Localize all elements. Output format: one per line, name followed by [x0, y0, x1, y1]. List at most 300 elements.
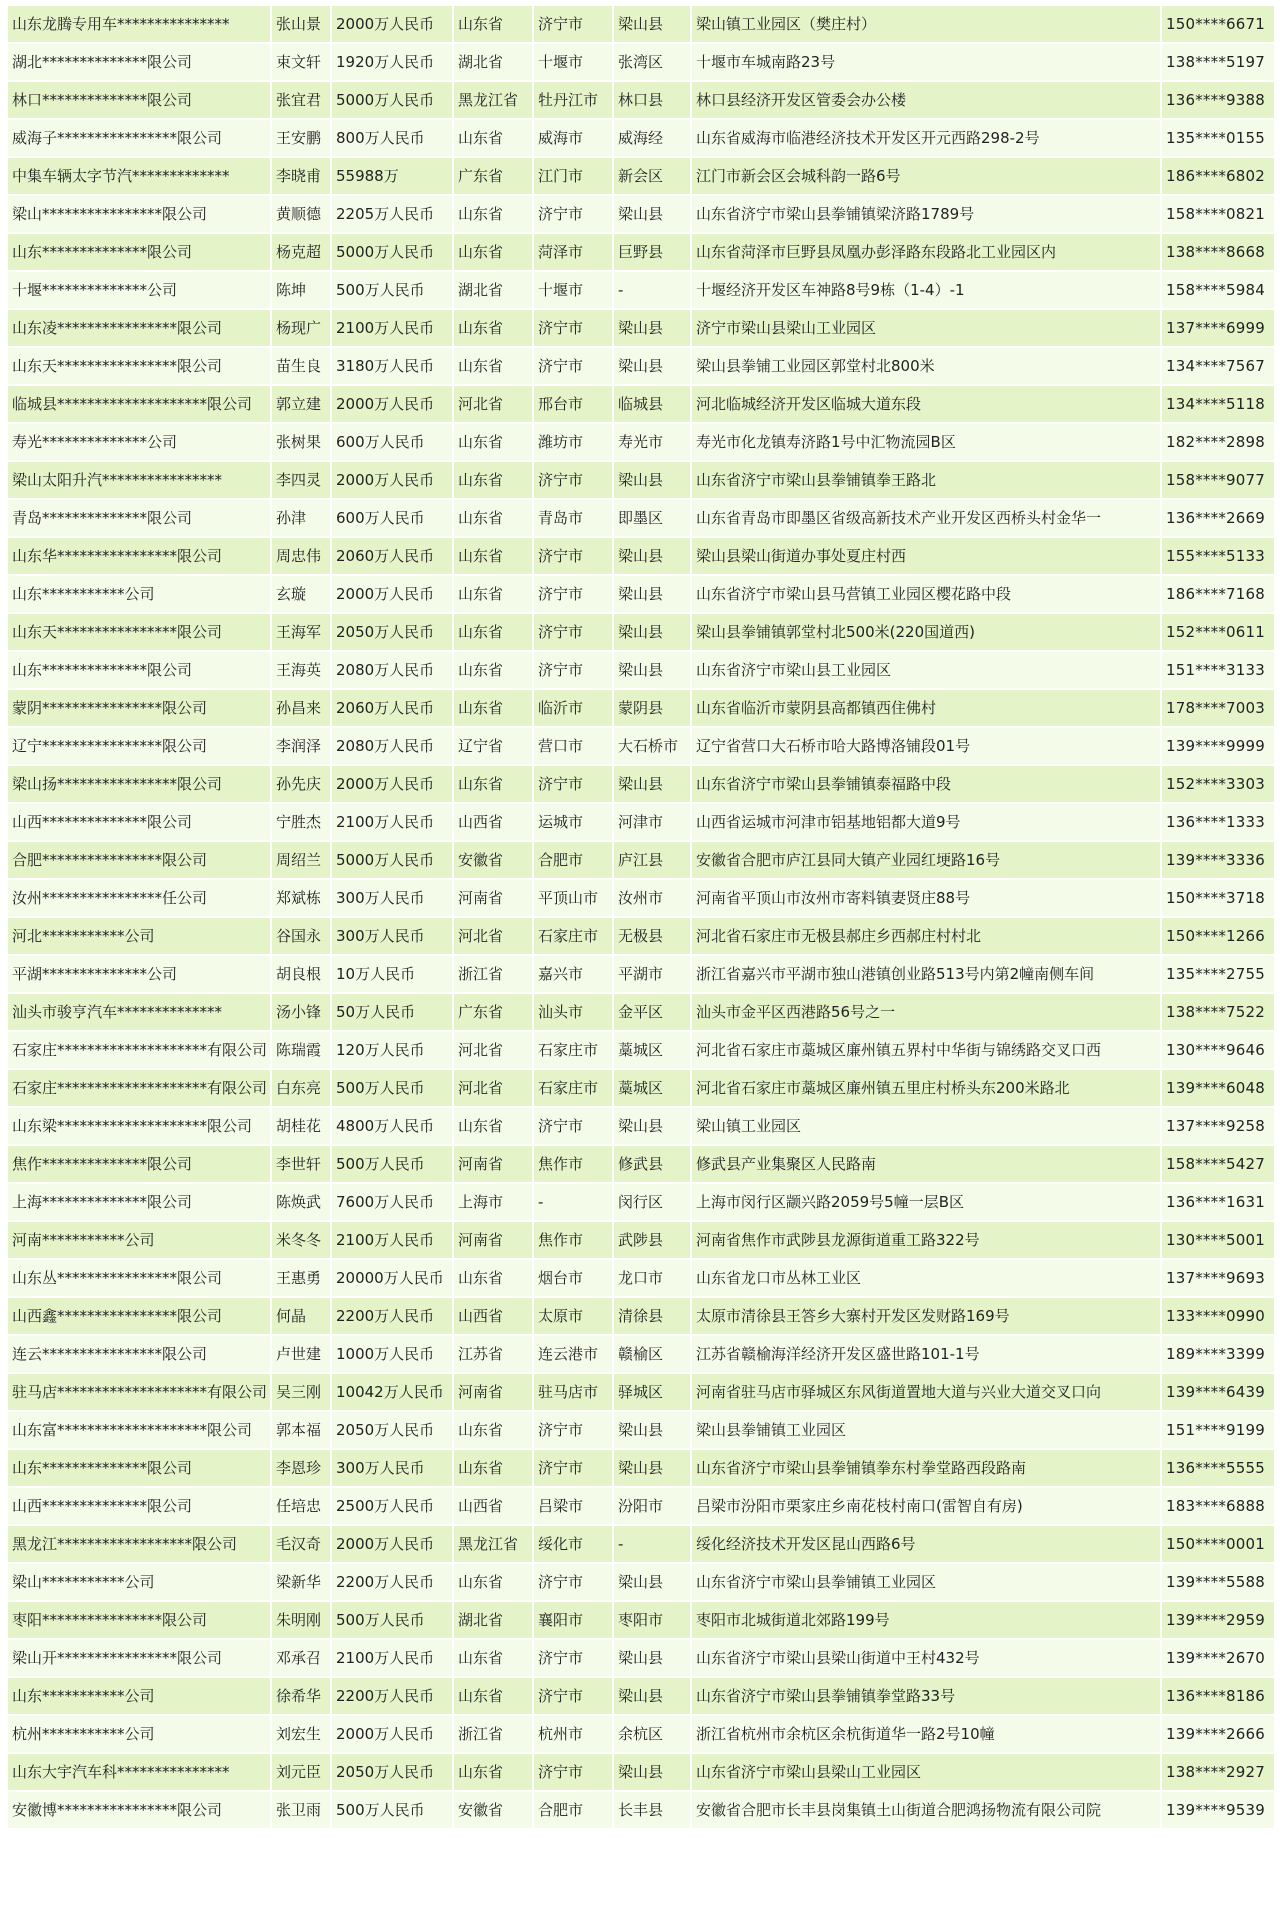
table-row: [8, 690, 1274, 726]
legal-person-cell: 毛汉奇: [272, 1526, 330, 1562]
company-name-cell: 山东丛****************限公司: [8, 1260, 270, 1296]
company-name-cell: 山东天****************限公司: [8, 348, 270, 384]
phone-cell: 139****6048: [1162, 1070, 1274, 1106]
registered-capital-cell: 2000万人民币: [332, 462, 452, 498]
company-name-cell: 汕头市骏亨汽车**************: [8, 994, 270, 1030]
table-body: [8, 6, 1274, 1828]
county-cell: 平湖市: [614, 956, 690, 992]
company-name-cell: 林口**************限公司: [8, 82, 270, 118]
address-cell: 十堰经济开发区车神路8号9栋（1-4）-1: [692, 272, 1160, 308]
province-cell: 河北省: [454, 1070, 532, 1106]
company-name-cell: 中集车辆太字节汽*************: [8, 158, 270, 194]
registered-capital-cell: 1000万人民币: [332, 1336, 452, 1372]
county-cell: 清徐县: [614, 1298, 690, 1334]
table-row: [8, 1564, 1274, 1600]
province-cell: 江苏省: [454, 1336, 532, 1372]
table-row: [8, 1640, 1274, 1676]
legal-person-cell: 刘元臣: [272, 1754, 330, 1790]
city-cell: 襄阳市: [534, 1602, 612, 1638]
county-cell: 梁山县: [614, 766, 690, 802]
address-cell: 辽宁省营口大石桥市哈大路博洛铺段01号: [692, 728, 1160, 764]
table-row: [8, 44, 1274, 80]
phone-cell: 139****6439: [1162, 1374, 1274, 1410]
registered-capital-cell: 2000万人民币: [332, 386, 452, 422]
legal-person-cell: 苗生良: [272, 348, 330, 384]
phone-cell: 138****8668: [1162, 234, 1274, 270]
province-cell: 河南省: [454, 880, 532, 916]
address-cell: 山东省青岛市即墨区省级高新技术产业开发区西桥头村金华一: [692, 500, 1160, 536]
legal-person-cell: 梁新华: [272, 1564, 330, 1600]
address-cell: 梁山县拳铺镇工业园区: [692, 1412, 1160, 1448]
registered-capital-cell: 600万人民币: [332, 424, 452, 460]
registered-capital-cell: 2100万人民币: [332, 1222, 452, 1258]
city-cell: 绥化市: [534, 1526, 612, 1562]
table-row: [8, 728, 1274, 764]
city-cell: 济宁市: [534, 1108, 612, 1144]
city-cell: 石家庄市: [534, 918, 612, 954]
phone-cell: 150****1266: [1162, 918, 1274, 954]
city-cell: 十堰市: [534, 272, 612, 308]
company-name-cell: 梁山****************限公司: [8, 196, 270, 232]
registered-capital-cell: 5000万人民币: [332, 234, 452, 270]
table-row: [8, 386, 1274, 422]
company-name-cell: 山东**************限公司: [8, 234, 270, 270]
legal-person-cell: 刘宏生: [272, 1716, 330, 1752]
registered-capital-cell: 300万人民币: [332, 918, 452, 954]
legal-person-cell: 周绍兰: [272, 842, 330, 878]
legal-person-cell: 徐希华: [272, 1678, 330, 1714]
address-cell: 梁山镇工业园区: [692, 1108, 1160, 1144]
county-cell: 梁山县: [614, 1754, 690, 1790]
province-cell: 山东省: [454, 652, 532, 688]
company-name-cell: 山东华****************限公司: [8, 538, 270, 574]
company-directory-table: [6, 4, 1276, 1830]
company-name-cell: 威海子****************限公司: [8, 120, 270, 156]
registered-capital-cell: 2000万人民币: [332, 576, 452, 612]
registered-capital-cell: 1920万人民币: [332, 44, 452, 80]
county-cell: 梁山县: [614, 1564, 690, 1600]
table-row: [8, 880, 1274, 916]
phone-cell: 158****5984: [1162, 272, 1274, 308]
city-cell: 合肥市: [534, 842, 612, 878]
phone-cell: 139****9999: [1162, 728, 1274, 764]
legal-person-cell: 张宜君: [272, 82, 330, 118]
company-name-cell: 安徽博****************限公司: [8, 1792, 270, 1828]
city-cell: 威海市: [534, 120, 612, 156]
legal-person-cell: 张树果: [272, 424, 330, 460]
legal-person-cell: 李晓甫: [272, 158, 330, 194]
province-cell: 山西省: [454, 804, 532, 840]
legal-person-cell: 白东亮: [272, 1070, 330, 1106]
county-cell: 梁山县: [614, 1412, 690, 1448]
city-cell: 济宁市: [534, 1412, 612, 1448]
address-cell: 枣阳市北城街道北郊路199号: [692, 1602, 1160, 1638]
legal-person-cell: 汤小锋: [272, 994, 330, 1030]
company-name-cell: 湖北**************限公司: [8, 44, 270, 80]
county-cell: 汝州市: [614, 880, 690, 916]
company-name-cell: 山东**************限公司: [8, 1450, 270, 1486]
table-row: [8, 842, 1274, 878]
company-name-cell: 临城县********************限公司: [8, 386, 270, 422]
phone-cell: 189****3399: [1162, 1336, 1274, 1372]
city-cell: 济宁市: [534, 766, 612, 802]
registered-capital-cell: 300万人民币: [332, 1450, 452, 1486]
county-cell: 驿城区: [614, 1374, 690, 1410]
company-name-cell: 石家庄********************有限公司: [8, 1032, 270, 1068]
phone-cell: 183****6888: [1162, 1488, 1274, 1524]
county-cell: 庐江县: [614, 842, 690, 878]
legal-person-cell: 杨现广: [272, 310, 330, 346]
city-cell: 平顶山市: [534, 880, 612, 916]
address-cell: 梁山县拳铺工业园区郭堂村北800米: [692, 348, 1160, 384]
address-cell: 林口县经济开发区管委会办公楼: [692, 82, 1160, 118]
registered-capital-cell: 500万人民币: [332, 1070, 452, 1106]
company-name-cell: 山东凌****************限公司: [8, 310, 270, 346]
city-cell: 济宁市: [534, 462, 612, 498]
registered-capital-cell: 500万人民币: [332, 272, 452, 308]
legal-person-cell: 孙津: [272, 500, 330, 536]
county-cell: 河津市: [614, 804, 690, 840]
county-cell: 金平区: [614, 994, 690, 1030]
address-cell: 河北省石家庄市无极县郝庄乡西郝庄村村北: [692, 918, 1160, 954]
registered-capital-cell: 50万人民币: [332, 994, 452, 1030]
table-row: [8, 1032, 1274, 1068]
legal-person-cell: 米冬冬: [272, 1222, 330, 1258]
county-cell: 龙口市: [614, 1260, 690, 1296]
address-cell: 江苏省赣榆海洋经济开发区盛世路101-1号: [692, 1336, 1160, 1372]
phone-cell: 135****0155: [1162, 120, 1274, 156]
table-row: [8, 614, 1274, 650]
city-cell: 十堰市: [534, 44, 612, 80]
address-cell: 梁山镇工业园区（樊庄村）: [692, 6, 1160, 42]
province-cell: 湖北省: [454, 272, 532, 308]
registered-capital-cell: 2100万人民币: [332, 1640, 452, 1676]
registered-capital-cell: 2000万人民币: [332, 766, 452, 802]
province-cell: 山东省: [454, 500, 532, 536]
address-cell: 山东省威海市临港经济技术开发区开元西路298-2号: [692, 120, 1160, 156]
city-cell: 济宁市: [534, 614, 612, 650]
province-cell: 山东省: [454, 1260, 532, 1296]
province-cell: 山东省: [454, 1450, 532, 1486]
county-cell: 梁山县: [614, 652, 690, 688]
address-cell: 江门市新会区会城科韵一路6号: [692, 158, 1160, 194]
city-cell: 吕梁市: [534, 1488, 612, 1524]
province-cell: 山东省: [454, 1754, 532, 1790]
address-cell: 山东省济宁市梁山县拳铺镇泰福路中段: [692, 766, 1160, 802]
city-cell: 烟台市: [534, 1260, 612, 1296]
address-cell: 河南省焦作市武陟县龙源街道重工路322号: [692, 1222, 1160, 1258]
company-name-cell: 汝州****************任公司: [8, 880, 270, 916]
registered-capital-cell: 7600万人民币: [332, 1184, 452, 1220]
city-cell: 临沂市: [534, 690, 612, 726]
registered-capital-cell: 300万人民币: [332, 880, 452, 916]
legal-person-cell: 吴三刚: [272, 1374, 330, 1410]
city-cell: 杭州市: [534, 1716, 612, 1752]
city-cell: 嘉兴市: [534, 956, 612, 992]
company-name-cell: 河北***********公司: [8, 918, 270, 954]
table-row: [8, 956, 1274, 992]
province-cell: 山东省: [454, 462, 532, 498]
province-cell: 山东省: [454, 576, 532, 612]
city-cell: 江门市: [534, 158, 612, 194]
legal-person-cell: 王海英: [272, 652, 330, 688]
table-row: [8, 652, 1274, 688]
address-cell: 济宁市梁山县梁山工业园区: [692, 310, 1160, 346]
company-name-cell: 山西**************限公司: [8, 1488, 270, 1524]
phone-cell: 139****9539: [1162, 1792, 1274, 1828]
province-cell: 山东省: [454, 538, 532, 574]
company-name-cell: 十堰**************公司: [8, 272, 270, 308]
county-cell: 威海经: [614, 120, 690, 156]
company-name-cell: 焦作**************限公司: [8, 1146, 270, 1182]
registered-capital-cell: 2060万人民币: [332, 538, 452, 574]
county-cell: 武陟县: [614, 1222, 690, 1258]
phone-cell: 158****0821: [1162, 196, 1274, 232]
legal-person-cell: 周忠伟: [272, 538, 330, 574]
table-row: [8, 500, 1274, 536]
phone-cell: 151****3133: [1162, 652, 1274, 688]
county-cell: 张湾区: [614, 44, 690, 80]
phone-cell: 158****9077: [1162, 462, 1274, 498]
company-name-cell: 寿光**************公司: [8, 424, 270, 460]
province-cell: 山东省: [454, 1678, 532, 1714]
province-cell: 湖北省: [454, 44, 532, 80]
legal-person-cell: 黄顺德: [272, 196, 330, 232]
province-cell: 广东省: [454, 994, 532, 1030]
registered-capital-cell: 3180万人民币: [332, 348, 452, 384]
county-cell: 临城县: [614, 386, 690, 422]
address-cell: 山东省龙口市丛林工业区: [692, 1260, 1160, 1296]
legal-person-cell: 杨克超: [272, 234, 330, 270]
company-name-cell: 山东富********************限公司: [8, 1412, 270, 1448]
legal-person-cell: 陈焕武: [272, 1184, 330, 1220]
county-cell: 梁山县: [614, 6, 690, 42]
address-cell: 汕头市金平区西港路56号之一: [692, 994, 1160, 1030]
legal-person-cell: 胡桂花: [272, 1108, 330, 1144]
address-cell: 山东省济宁市梁山县拳铺镇拳王路北: [692, 462, 1160, 498]
address-cell: 浙江省嘉兴市平湖市独山港镇创业路513号内第2幢南侧车间: [692, 956, 1160, 992]
phone-cell: 137****9693: [1162, 1260, 1274, 1296]
company-name-cell: 枣阳****************限公司: [8, 1602, 270, 1638]
phone-cell: 130****9646: [1162, 1032, 1274, 1068]
province-cell: 广东省: [454, 158, 532, 194]
phone-cell: 186****7168: [1162, 576, 1274, 612]
county-cell: 蒙阴县: [614, 690, 690, 726]
city-cell: 济宁市: [534, 6, 612, 42]
table-row: [8, 1716, 1274, 1752]
registered-capital-cell: 2080万人民币: [332, 652, 452, 688]
company-name-cell: 石家庄********************有限公司: [8, 1070, 270, 1106]
city-cell: 焦作市: [534, 1146, 612, 1182]
legal-person-cell: 郭本福: [272, 1412, 330, 1448]
province-cell: 上海市: [454, 1184, 532, 1220]
phone-cell: 137****9258: [1162, 1108, 1274, 1144]
registered-capital-cell: 2100万人民币: [332, 804, 452, 840]
phone-cell: 136****9388: [1162, 82, 1274, 118]
county-cell: 新会区: [614, 158, 690, 194]
county-cell: 巨野县: [614, 234, 690, 270]
province-cell: 山东省: [454, 6, 532, 42]
province-cell: 黑龙江省: [454, 82, 532, 118]
city-cell: 济宁市: [534, 310, 612, 346]
city-cell: 济宁市: [534, 196, 612, 232]
company-name-cell: 合肥****************限公司: [8, 842, 270, 878]
county-cell: -: [614, 1526, 690, 1562]
address-cell: 安徽省合肥市庐江县同大镇产业园红埂路16号: [692, 842, 1160, 878]
address-cell: 绥化经济技术开发区昆山西路6号: [692, 1526, 1160, 1562]
city-cell: -: [534, 1184, 612, 1220]
table-row: [8, 1374, 1274, 1410]
phone-cell: 182****2898: [1162, 424, 1274, 460]
legal-person-cell: 李世轩: [272, 1146, 330, 1182]
city-cell: 潍坊市: [534, 424, 612, 460]
registered-capital-cell: 500万人民币: [332, 1792, 452, 1828]
phone-cell: 178****7003: [1162, 690, 1274, 726]
company-name-cell: 山东***********公司: [8, 1678, 270, 1714]
county-cell: 藁城区: [614, 1070, 690, 1106]
county-cell: 即墨区: [614, 500, 690, 536]
legal-person-cell: 任培忠: [272, 1488, 330, 1524]
legal-person-cell: 孙先庆: [272, 766, 330, 802]
company-name-cell: 山西鑫****************限公司: [8, 1298, 270, 1334]
legal-person-cell: 郑斌栋: [272, 880, 330, 916]
table-row: [8, 158, 1274, 194]
phone-cell: 134****5118: [1162, 386, 1274, 422]
table-row: [8, 462, 1274, 498]
registered-capital-cell: 5000万人民币: [332, 842, 452, 878]
phone-cell: 133****0990: [1162, 1298, 1274, 1334]
legal-person-cell: 朱明刚: [272, 1602, 330, 1638]
legal-person-cell: 陈坤: [272, 272, 330, 308]
county-cell: 长丰县: [614, 1792, 690, 1828]
table-row: [8, 994, 1274, 1030]
table-row: [8, 1488, 1274, 1524]
registered-capital-cell: 10042万人民币: [332, 1374, 452, 1410]
table-row: [8, 1754, 1274, 1790]
county-cell: 梁山县: [614, 310, 690, 346]
city-cell: 菏泽市: [534, 234, 612, 270]
province-cell: 安徽省: [454, 1792, 532, 1828]
address-cell: 山东省济宁市梁山县马营镇工业园区樱花路中段: [692, 576, 1160, 612]
phone-cell: 151****9199: [1162, 1412, 1274, 1448]
registered-capital-cell: 2200万人民币: [332, 1298, 452, 1334]
city-cell: 焦作市: [534, 1222, 612, 1258]
county-cell: 余杭区: [614, 1716, 690, 1752]
table-row: [8, 1070, 1274, 1106]
legal-person-cell: 张卫雨: [272, 1792, 330, 1828]
city-cell: 济宁市: [534, 1564, 612, 1600]
registered-capital-cell: 5000万人民币: [332, 82, 452, 118]
legal-person-cell: 李润泽: [272, 728, 330, 764]
county-cell: 梁山县: [614, 576, 690, 612]
phone-cell: 139****5588: [1162, 1564, 1274, 1600]
company-name-cell: 杭州***********公司: [8, 1716, 270, 1752]
phone-cell: 158****5427: [1162, 1146, 1274, 1182]
province-cell: 山东省: [454, 1108, 532, 1144]
address-cell: 梁山县梁山街道办事处夏庄村西: [692, 538, 1160, 574]
address-cell: 安徽省合肥市长丰县岗集镇土山街道合肥鸿扬物流有限公司院: [692, 1792, 1160, 1828]
registered-capital-cell: 2000万人民币: [332, 6, 452, 42]
registered-capital-cell: 2080万人民币: [332, 728, 452, 764]
table-row: [8, 6, 1274, 42]
address-cell: 山西省运城市河津市铝基地铝都大道9号: [692, 804, 1160, 840]
company-name-cell: 辽宁****************限公司: [8, 728, 270, 764]
phone-cell: 138****5197: [1162, 44, 1274, 80]
legal-person-cell: 束文轩: [272, 44, 330, 80]
province-cell: 山东省: [454, 1412, 532, 1448]
legal-person-cell: 郭立建: [272, 386, 330, 422]
table-row: [8, 1108, 1274, 1144]
table-row: [8, 1184, 1274, 1220]
address-cell: 山东省济宁市梁山县拳铺镇工业园区: [692, 1564, 1160, 1600]
city-cell: 营口市: [534, 728, 612, 764]
phone-cell: 155****5133: [1162, 538, 1274, 574]
province-cell: 山东省: [454, 348, 532, 384]
registered-capital-cell: 2050万人民币: [332, 614, 452, 650]
city-cell: 驻马店市: [534, 1374, 612, 1410]
legal-person-cell: 李恩珍: [272, 1450, 330, 1486]
table-row: [8, 424, 1274, 460]
address-cell: 浙江省杭州市余杭区余杭街道华一路2号10幢: [692, 1716, 1160, 1752]
phone-cell: 136****1333: [1162, 804, 1274, 840]
city-cell: 济宁市: [534, 348, 612, 384]
city-cell: 汕头市: [534, 994, 612, 1030]
phone-cell: 136****5555: [1162, 1450, 1274, 1486]
table-row: [8, 1222, 1274, 1258]
province-cell: 河北省: [454, 1032, 532, 1068]
city-cell: 牡丹江市: [534, 82, 612, 118]
city-cell: 运城市: [534, 804, 612, 840]
registered-capital-cell: 2200万人民币: [332, 1678, 452, 1714]
county-cell: 闵行区: [614, 1184, 690, 1220]
province-cell: 山东省: [454, 234, 532, 270]
company-name-cell: 山东大宇汽车科***************: [8, 1754, 270, 1790]
table-row: [8, 918, 1274, 954]
address-cell: 山东省菏泽市巨野县凤凰办彭泽路东段路北工业园区内: [692, 234, 1160, 270]
province-cell: 山东省: [454, 690, 532, 726]
phone-cell: 139****3336: [1162, 842, 1274, 878]
city-cell: 济宁市: [534, 1754, 612, 1790]
table-row: [8, 120, 1274, 156]
phone-cell: 136****2669: [1162, 500, 1274, 536]
province-cell: 辽宁省: [454, 728, 532, 764]
city-cell: 太原市: [534, 1298, 612, 1334]
company-name-cell: 驻马店********************有限公司: [8, 1374, 270, 1410]
registered-capital-cell: 500万人民币: [332, 1146, 452, 1182]
address-cell: 吕梁市汾阳市栗家庄乡南花枝村南口(雷智自有房): [692, 1488, 1160, 1524]
registered-capital-cell: 2500万人民币: [332, 1488, 452, 1524]
registered-capital-cell: 55988万: [332, 158, 452, 194]
table-row: [8, 804, 1274, 840]
table-row: [8, 1678, 1274, 1714]
address-cell: 山东省济宁市梁山县工业园区: [692, 652, 1160, 688]
registered-capital-cell: 2100万人民币: [332, 310, 452, 346]
table-row: [8, 348, 1274, 384]
county-cell: 藁城区: [614, 1032, 690, 1068]
legal-person-cell: 王惠勇: [272, 1260, 330, 1296]
company-name-cell: 梁山太阳升汽****************: [8, 462, 270, 498]
address-cell: 河北临城经济开发区临城大道东段: [692, 386, 1160, 422]
phone-cell: 137****6999: [1162, 310, 1274, 346]
province-cell: 山东省: [454, 120, 532, 156]
province-cell: 山东省: [454, 196, 532, 232]
province-cell: 山东省: [454, 766, 532, 802]
company-name-cell: 上海**************限公司: [8, 1184, 270, 1220]
province-cell: 河北省: [454, 386, 532, 422]
registered-capital-cell: 20000万人民币: [332, 1260, 452, 1296]
legal-person-cell: 玄璇: [272, 576, 330, 612]
county-cell: 梁山县: [614, 1640, 690, 1676]
